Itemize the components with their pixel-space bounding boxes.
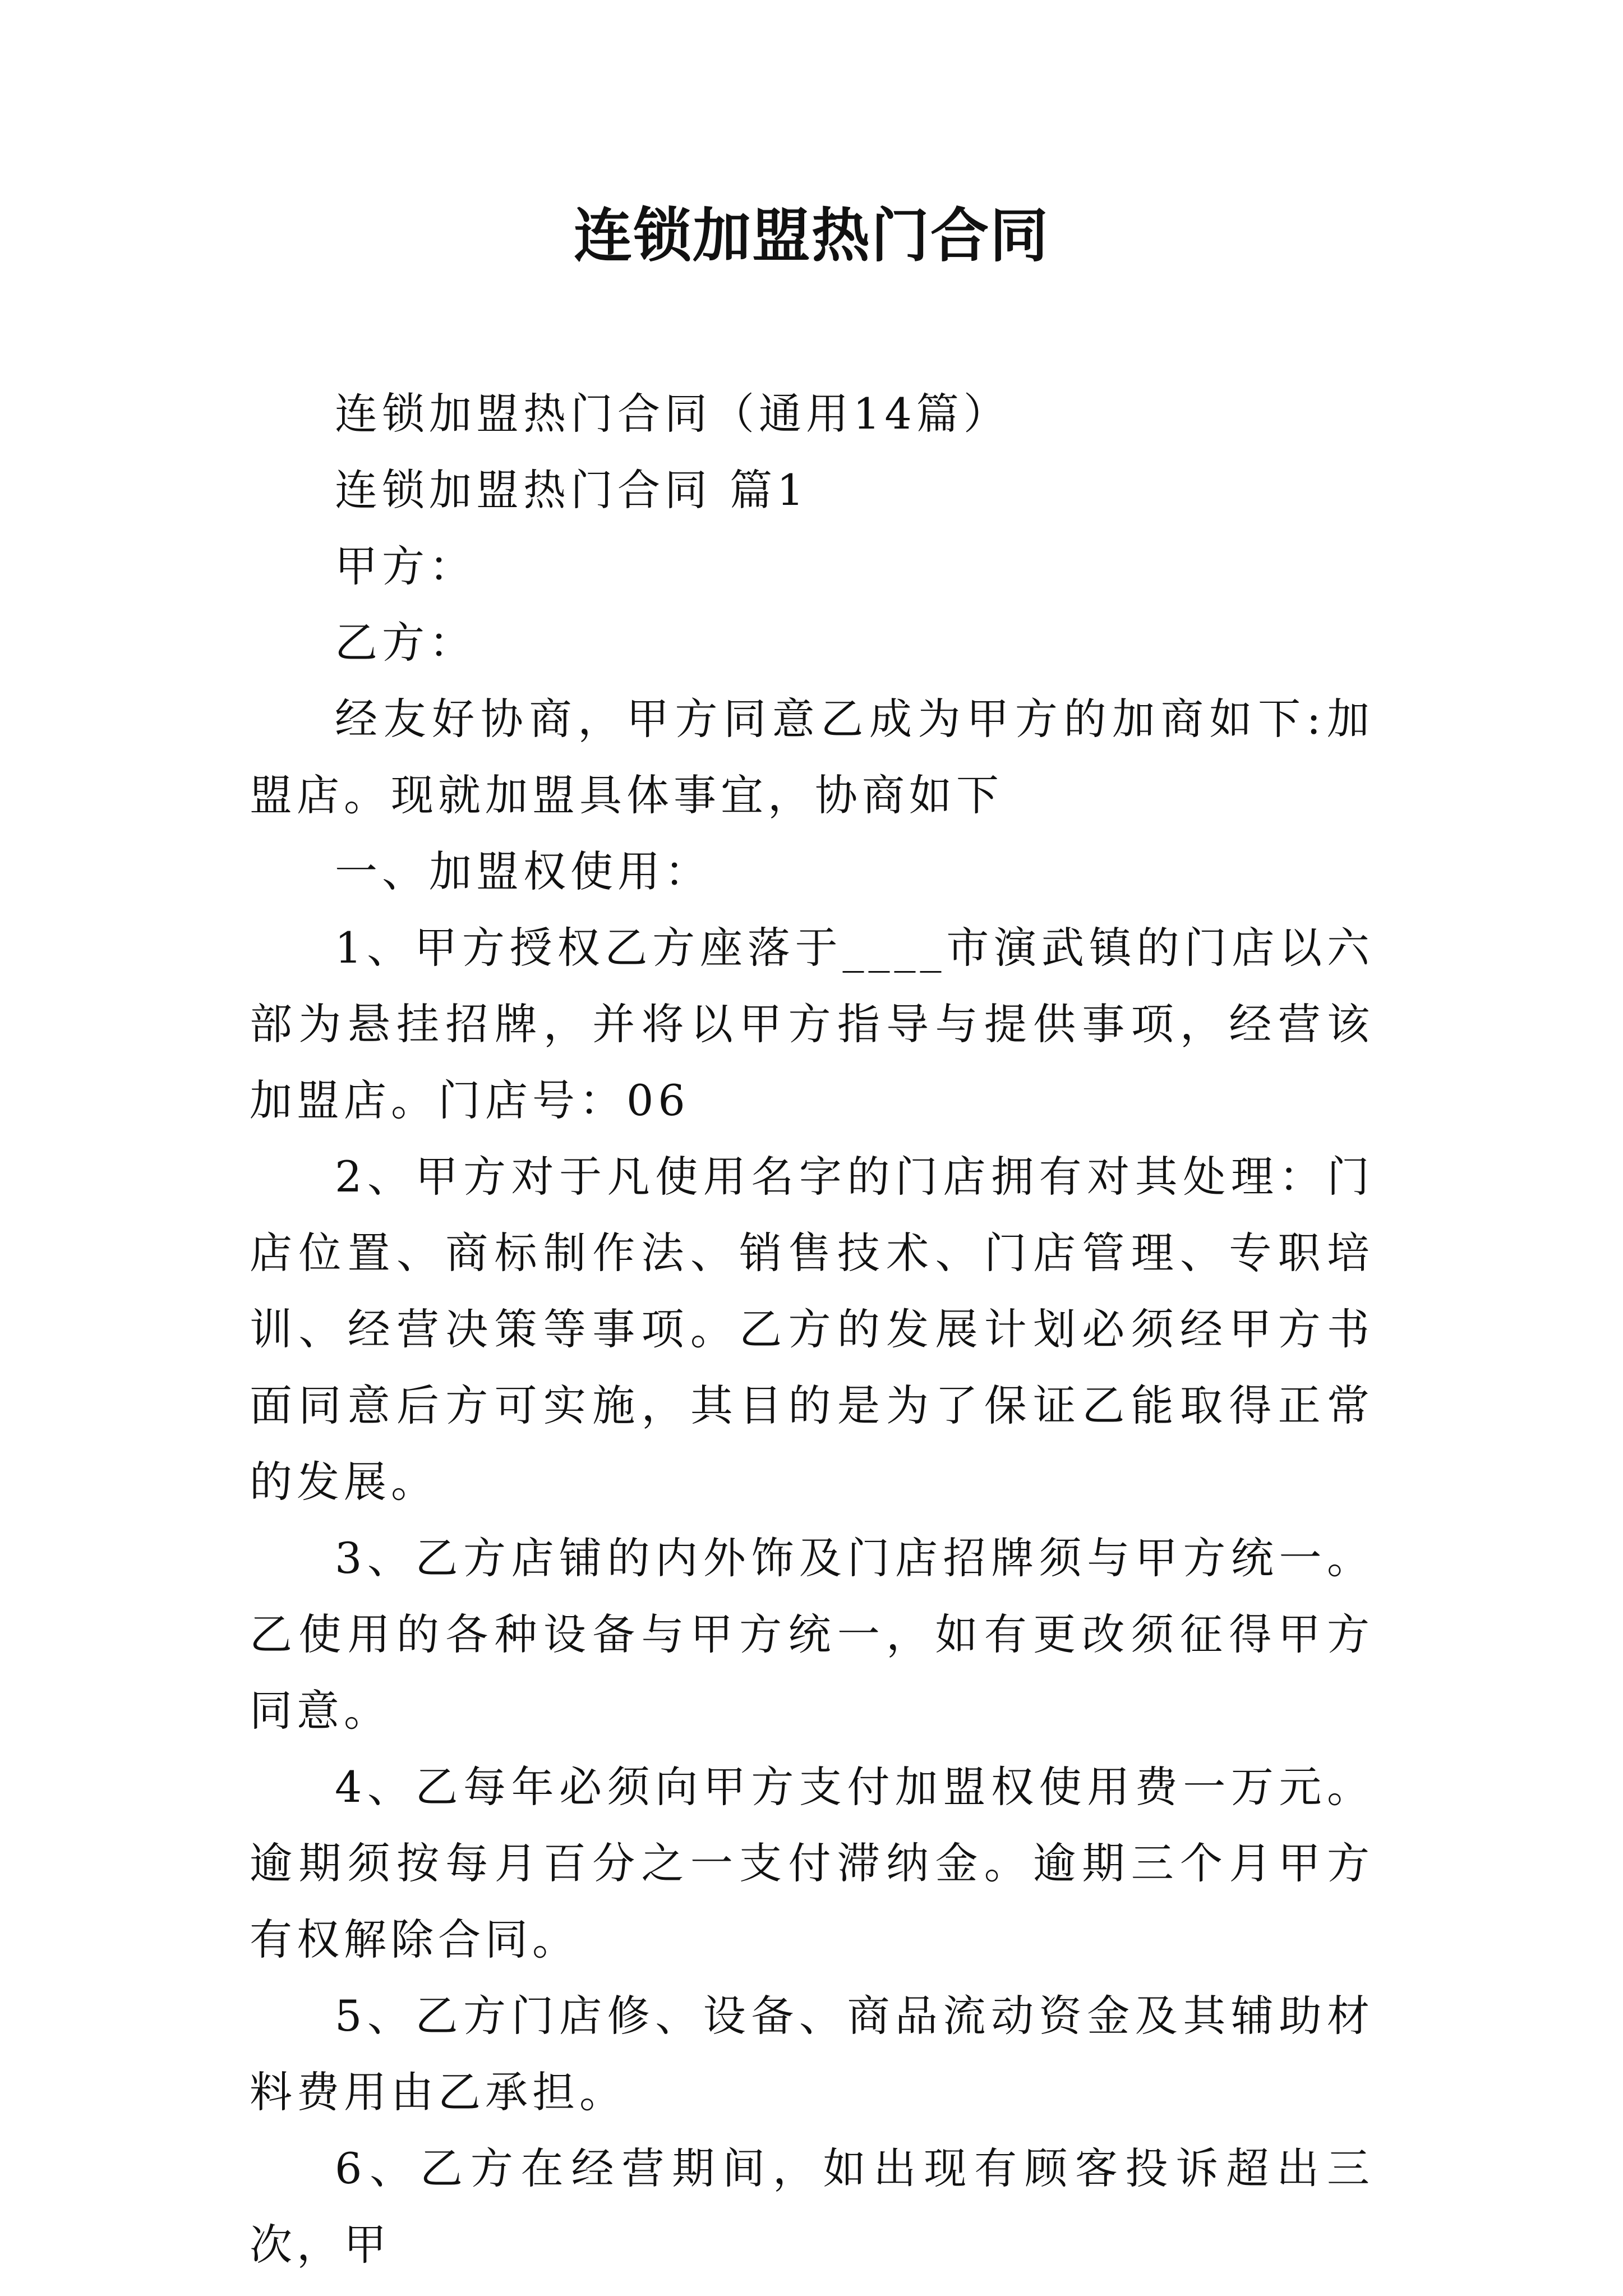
paragraph-clause-5: 5、乙方门店修、设备、商品流动资金及其辅助材料费用由乙承担。	[250, 1991, 1374, 2117]
document-body	[250, 376, 1374, 2283]
paragraph-clause-4: 4、乙每年必须向甲方支付加盟权使用费一万元。逾期须按每月百分之一支付滞纳金。逾期三个月甲方有权解除合同。	[250, 1762, 1374, 1964]
paragraph-section-heading: 连锁加盟热门合同 篇1	[335, 465, 809, 515]
paragraph-clause-2: 2、甲方对于凡使用名字的门店拥有对其处理：门店位置、商标制作法、销售技术、门店管理、专职培训、经营决策等事项。乙方的发展计划必须经甲方书面同意后方可实施，其目的是为了保证乙能取得正常的发展。	[250, 1152, 1374, 1507]
paragraph-party-a: 甲方：	[335, 541, 476, 591]
paragraph-clause-1: 1、甲方授权乙方座落于____市演武镇的门店以六部为悬挂招牌，并将以甲方指导与提供事项，经营该加盟店。门店号：06	[250, 923, 1374, 1125]
paragraph-clause-6: 6、乙方在经营期间，如出现有顾客投诉超出三次，甲	[250, 2143, 1374, 2270]
paragraph-preamble: 经友好协商，甲方同意乙成为甲方的加商如下:加盟店。现就加盟具体事宜，协商如下	[250, 694, 1374, 820]
document-title: 连锁加盟热门合同	[573, 201, 1049, 270]
paragraph-clause-heading: 一、加盟权使用：	[335, 846, 712, 896]
paragraph-clause-3: 3、乙方店铺的内外饰及门店招牌须与甲方统一。乙使用的各种设备与甲方统一，如有更改须征得甲方同意。	[250, 1533, 1374, 1736]
paragraph-party-b: 乙方：	[335, 618, 476, 668]
paragraph-subtitle: 连锁加盟热门合同（通用14篇）	[335, 389, 1011, 439]
